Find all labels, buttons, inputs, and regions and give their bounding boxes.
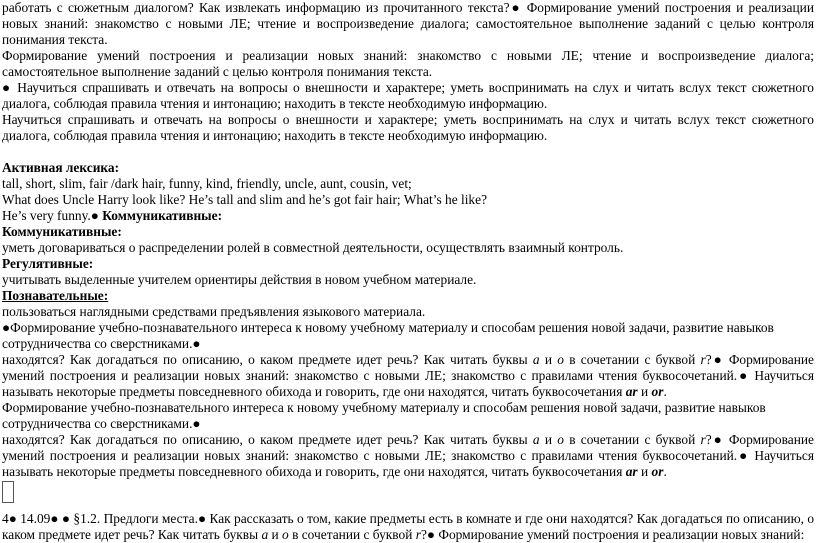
heading-text: Познавательные: bbox=[2, 288, 109, 303]
heading-text: Регулятивные: bbox=[2, 256, 94, 271]
bullet-icon: ● bbox=[8, 511, 17, 526]
bullet-icon: ● bbox=[737, 448, 750, 463]
letter: r bbox=[415, 527, 421, 542]
text: и bbox=[539, 432, 558, 447]
cognitive-heading bbox=[2, 288, 814, 304]
communicative-text: уметь договариваться о распределении ролей в совместной деятельности, осуществлять взаимный контроль. bbox=[2, 240, 624, 255]
lesson-row bbox=[2, 511, 814, 543]
text: находятся? Как догадаться по описанию, о каком предмете идет речь? Как читать буквы bbox=[2, 352, 533, 367]
paragraph-8 bbox=[2, 432, 814, 480]
text: Формирование умений построения и реализации новых знаний: знакомство с новыми ЛЕ; знакомство с правилами чтения буквосочетаний. bbox=[2, 432, 814, 463]
paragraph-4: Научиться спрашивать и отвечать на вопросы о внешности и характере; уметь воспринимать на слух и читать вслух текст сюжетного диалога, соблюдая правила чтения и интонацию; находить в тексте необходимую информацию. bbox=[2, 112, 814, 143]
text: в сочетании с буквой bbox=[563, 432, 701, 447]
bullet-icon: ● bbox=[426, 527, 436, 542]
bullet-icon: ● bbox=[90, 208, 99, 223]
text: ? bbox=[705, 432, 712, 447]
active-vocab-heading bbox=[2, 160, 814, 176]
letter-combo: ar bbox=[625, 384, 638, 399]
bullet-icon: ● bbox=[737, 368, 750, 383]
text: Формирование учебно-познавательного интереса к новому учебному материалу и способам решения новой задачи, развитие навыков сотрудничества со сверстниками. bbox=[2, 400, 766, 431]
bullet-icon: ● bbox=[61, 511, 71, 526]
text: Формирование умений построения и реализации новых знаний: bbox=[435, 527, 805, 542]
text: находятся? Как догадаться по описанию, о каком предмете идет речь? Как читать буквы bbox=[2, 432, 533, 447]
text: и bbox=[637, 464, 652, 479]
letter: а bbox=[532, 432, 540, 447]
paragraph-6 bbox=[2, 352, 814, 400]
text: Формирование умений построения и реализации новых знаний: знакомство с новыми ЛЕ; чтение и воспроизведение диалога; самостоятельное выполнение заданий с целью контроля понимания текста. bbox=[2, 0, 814, 47]
text: Как рассказать о том, какие предметы есть в комнате и где они находятся? Как догадаться по описанию, о каком предмете идет речь? Как читать буквы bbox=[2, 511, 815, 542]
bullet-icon: ● bbox=[192, 336, 201, 351]
lesson-number: 4 bbox=[2, 511, 9, 526]
text: в сочетании с буквой bbox=[288, 527, 416, 542]
paragraph-3 bbox=[2, 80, 814, 112]
text: и bbox=[539, 352, 558, 367]
paragraph-7 bbox=[2, 400, 814, 432]
lesson-date: 14.09 bbox=[16, 511, 51, 526]
text: и bbox=[637, 384, 652, 399]
spacer bbox=[2, 144, 814, 160]
letter-combo: or bbox=[651, 384, 664, 399]
text: ? bbox=[420, 527, 427, 542]
empty-table-cell bbox=[2, 481, 14, 503]
text: работать с сюжетным диалогом? Как извлекать информацию из прочитанного текста? bbox=[2, 0, 510, 15]
regulative-text: учитывать выделенные учителем ориентиры действия в новом учебном материале. bbox=[2, 272, 477, 287]
text: Формирование учебно-познавательного интереса к новому учебному материалу и способам решения новой задачи, развитие навыков сотрудничества со сверстниками. bbox=[2, 320, 774, 351]
text: Научиться называть некоторые предметы повседневного обихода и говорить, где они находятся, читать буквосочетания bbox=[2, 448, 814, 479]
vocab-list: tall, short, slim, fair /dark hair, funny, kind, friendly, uncle, aunt, cousin, vet; bbox=[2, 176, 412, 191]
letter: о bbox=[282, 527, 289, 542]
letter: а bbox=[261, 527, 269, 542]
paragraph-5 bbox=[2, 320, 814, 352]
letter: а bbox=[532, 352, 540, 367]
heading-text: Коммуникативные: bbox=[2, 224, 122, 239]
lesson-topic: §1.2. Предлоги места. bbox=[70, 511, 198, 526]
bullet-icon: ● bbox=[50, 511, 59, 526]
bullet-icon: ● bbox=[2, 80, 13, 95]
bullet-icon: ● bbox=[509, 0, 522, 15]
text: в сочетании с буквой bbox=[563, 352, 701, 367]
letter: r bbox=[700, 352, 706, 367]
letter: о bbox=[557, 352, 564, 367]
text: He’s very funny. bbox=[2, 208, 91, 223]
cognitive-text: пользоваться наглядными средствами предъявления языкового материала. bbox=[2, 304, 426, 319]
bullet-icon: ● bbox=[197, 511, 207, 526]
bullet-icon: ● bbox=[711, 352, 724, 367]
bullet-icon: ● bbox=[192, 416, 201, 431]
text: . bbox=[663, 384, 667, 399]
paragraph-2: Формирование умений построения и реализации новых знаний: знакомство с новыми ЛЕ; чтение и воспроизведение диалога; самостоятельное выполнение заданий с целью контроля понимания текста. bbox=[2, 48, 814, 79]
letter: r bbox=[700, 432, 706, 447]
paragraph-1 bbox=[2, 0, 814, 48]
bullet-icon: ● bbox=[711, 432, 724, 447]
heading-text: Активная лексика: bbox=[2, 160, 120, 175]
text: и bbox=[268, 527, 283, 542]
example-answer bbox=[2, 208, 814, 224]
example-question: What does Uncle Harry look like? He’s tall and slim and he’s got fair hair; What’s he like? bbox=[2, 192, 488, 207]
text: Научиться называть некоторые предметы повседневного обихода и говорить, где они находятся, читать буквосочетания bbox=[2, 368, 814, 399]
letter-combo: ar bbox=[625, 464, 638, 479]
bullet-icon: ● bbox=[2, 320, 11, 335]
text: Научиться спрашивать и отвечать на вопросы о внешности и характере; уметь воспринимать на слух и читать вслух текст сюжетного диалога, соблюдая правила чтения и интонацию; находить в тексте необходимую информацию. bbox=[2, 80, 814, 111]
letter: о bbox=[557, 432, 564, 447]
communicative-inline-heading: Коммуникативные: bbox=[102, 208, 223, 223]
text: Формирование умений построения и реализации новых знаний: знакомство с новыми ЛЕ; знакомство с правилами чтения буквосочетаний. bbox=[2, 352, 814, 383]
text: . bbox=[663, 464, 667, 479]
text: ? bbox=[705, 352, 712, 367]
communicative-heading bbox=[2, 224, 814, 240]
regulative-heading bbox=[2, 256, 814, 272]
letter-combo: or bbox=[651, 464, 664, 479]
